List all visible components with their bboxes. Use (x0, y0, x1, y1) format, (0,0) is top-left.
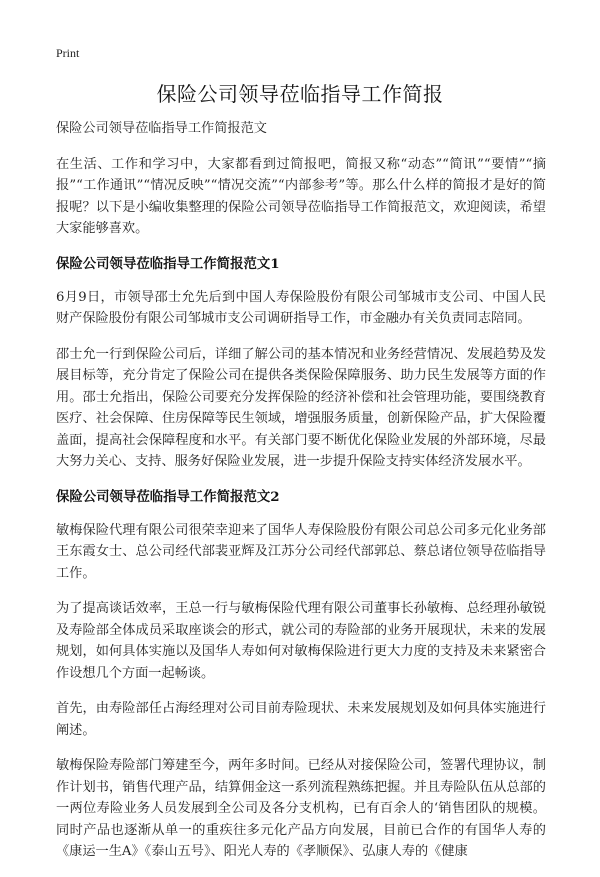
document-subtitle: 保险公司领导莅临指导工作简报范文 (56, 121, 267, 136)
section-2-heading: 保险公司领导莅临指导工作简报范文2 (56, 488, 280, 505)
document-body (56, 118, 546, 877)
section-2-paragraph: 敏梅保险寿险部门筹建至今，两年多时间。已经从对接保险公司，签署代理协议，制作计划书，销售代理产品，结算佣金这一系列流程熟练把握。并且寿险队伍从总部的一两位寿险业务人员发展到全公司及各分支机构，已有百余人的‘销售团队的规模。同时产品也逐渐从单一的重疾往多元化产品方向发展，目前已合作的有国华人寿的《康运一生A》《泰山五号》、阳光人寿的《孝顺保》、弘康人寿的《健康 (56, 758, 546, 859)
section-1-heading: 保险公司领导莅临指导工作简报范文1 (56, 255, 280, 272)
section-2-paragraph: 为了提高谈话效率，王总一行与敏梅保险代理有限公司董事长孙敏梅、总经理孙敏锐及寿险部全体成员采取座谈会的形式，就公司的寿险部的业务开展现状，未来的发展规划，如何具体实施以及国华人寿如何对敏梅保险进行更大力度的支持及未来紧密合作设想几个方面一起畅谈。 (56, 601, 546, 681)
section-2-paragraph: 首先，由寿险部任占海经理对公司目前寿险现状、未来发展规划及如何具体实施进行阐述。 (56, 701, 546, 738)
print-label: Print (56, 46, 80, 60)
section-1-paragraph: 邵士允一行到保险公司后，详细了解公司的基本情况和业务经营情况、发展趋势及发展目标等，充分肯定了保险公司在提供各类保险保障服务、助力民生发展等方面的作用。邵士允指出，保险公司要充分发挥保险的经济补偿和社会管理功能，要围绕教育医疗、社会保障、住房保障等民生领域，增强服务质量，创新保险产品，扩大保险覆盖面，提高社会保障程度和水平。有关部门要不断优化保险业发展的外部环境，尽最大努力关心、支持、服务好保险业发展，进一步提升保险支持实体经济发展水平。 (56, 346, 546, 469)
document-title: 保险公司领导莅临指导工作简报 (156, 82, 444, 106)
section-1-paragraph: 6月9日，市领导邵士允先后到中国人寿保险股份有限公司邹城市支公司、中国人民财产保险股份有限公司邹城市支公司调研指导工作，市金融办有关负责同志陪同。 (56, 289, 546, 326)
section-2-paragraph: 敏梅保险代理有限公司很荣幸迎来了国华人寿保险股份有限公司总公司多元化业务部王东霞女士、总公司经代部裴亚辉及江苏分公司经代部郭总、蔡总诸位领导莅临指导工作。 (56, 522, 546, 581)
intro-paragraph: 在生活、工作和学习中，大家都看到过简报吧，简报又称“动态”“简讯”“要情”“摘报”“工作通讯”“情况反映”“情况交流”“内部参考”等。那么什么样的简报才是好的简报呢？以下是小编收集整理的保险公司领导莅临指导工作简报范文，欢迎阅读，希望大家能够喜欢。 (56, 156, 546, 236)
